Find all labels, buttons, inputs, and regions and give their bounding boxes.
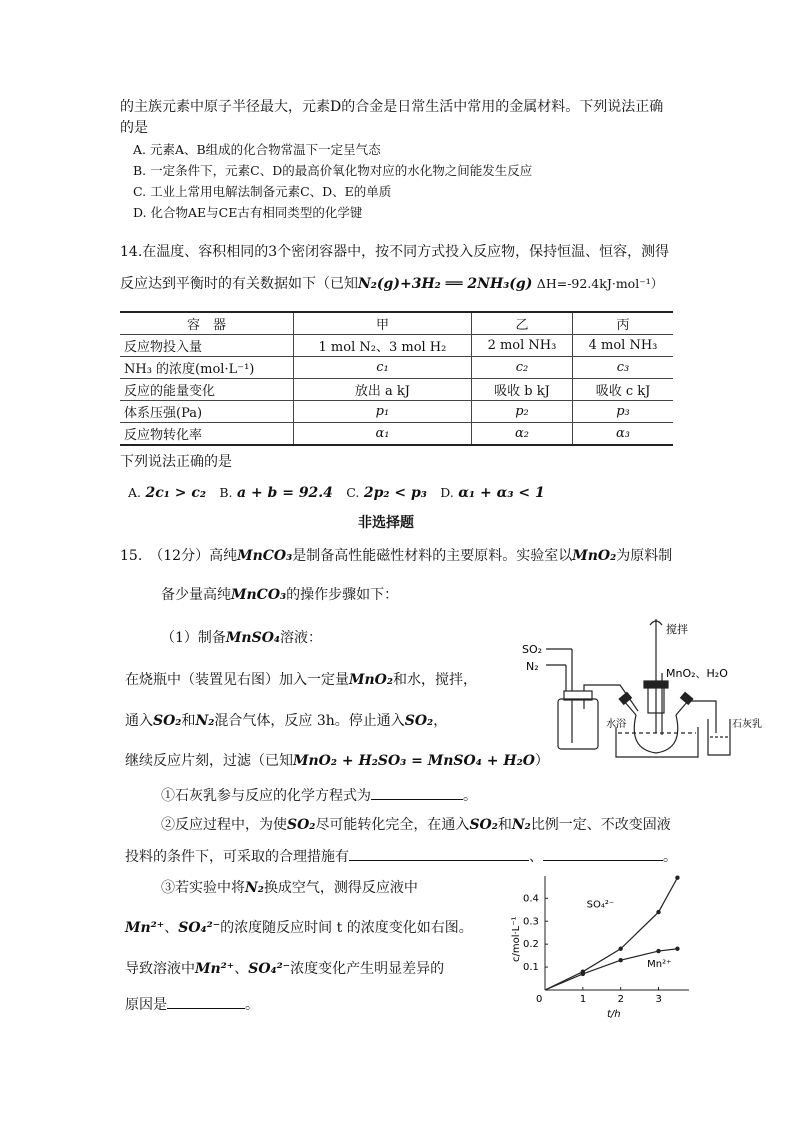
q13-line2: 的是 (120, 120, 148, 136)
series-label: SO₄²⁻ (586, 899, 615, 911)
data-point (581, 972, 585, 976)
table-row (120, 423, 673, 446)
q13-option-c: C. 工业上常用电解法制备元素C、D、E的单质 (133, 184, 392, 199)
table-cell: 4 mol NH₃ (573, 335, 673, 357)
table-cell: α₃ (573, 423, 673, 446)
apparatus-figure (520, 615, 770, 765)
table-cell: 反应物投入量 (120, 335, 294, 357)
table-cell: 吸收 c kJ (573, 379, 673, 401)
y-axis-label: c/mol·L⁻¹ (511, 916, 522, 962)
table-header-row (120, 312, 673, 335)
table-header: 丙 (573, 312, 673, 335)
q15-para3: 继续反应片刻，过滤（已知MnO₂ + H₂SO₃ = MnSO₄ + H₂O） (125, 753, 549, 769)
q14-option-a: 2c₁ > c₂ (145, 485, 207, 501)
answer-blank[interactable] (167, 994, 245, 1009)
label-so2: SO₂ (522, 643, 543, 656)
x-axis-label: t/h (607, 1009, 621, 1020)
section-title: 非选择题 (358, 515, 414, 531)
y-tick-label: 0.1 (523, 962, 539, 974)
q14-data-table (120, 311, 673, 446)
q14-equation: N₂(g)+3H₂ ══ 2NH₃(g) (358, 276, 533, 292)
table-cell: p₁ (294, 401, 472, 423)
data-point (675, 876, 679, 880)
q15-line1: 15. （12分）高纯MnCO₃是制备高性能磁性材料的主要原料。实验室以MnO₂为原料制 (120, 548, 673, 564)
q13-line1: 的主族元素中原子半径最大，元素D的合金是日常生活中常用的金属材料。下列说法正确 (120, 99, 664, 115)
data-point (618, 947, 622, 951)
q14-stem: 下列说法正确的是 (120, 454, 232, 470)
table-header: 甲 (294, 312, 472, 335)
q14-line2: 反应达到平衡时的有关数据如下（已知N₂(g)+3H₂ ══ 2NH₃(g) ΔH=-92.4kJ·mol⁻¹） (120, 276, 664, 292)
q14-option-d: α₁ + α₃ < 1 (458, 485, 545, 501)
q15-sub-1: ①石灰乳参与反应的化学方程式为 。 (161, 785, 477, 806)
answer-blank[interactable] (543, 846, 663, 861)
label-n2: N₂ (526, 660, 539, 673)
table-cell: c₃ (573, 357, 673, 379)
label-contents: MnO₂、H₂O (666, 667, 728, 680)
data-point (656, 910, 660, 914)
q14-option-c: 2p₂ < p₃ (363, 485, 427, 501)
series-line (545, 878, 677, 990)
q14-line1: 14.在温度、容积相同的3个密闭容器中，按不同方式投入反应物，保持恒温、恒容，测得 (120, 244, 670, 260)
table-cell: 反应物转化率 (120, 423, 294, 446)
q15-sub-3-line2: Mn²⁺、SO₄²⁻的浓度随反应时间 t 的浓度变化如右图。 (125, 920, 473, 936)
answer-blank[interactable] (349, 846, 529, 861)
table-cell: α₂ (471, 423, 572, 446)
table-cell: NH₃ 的浓度(mol·L⁻¹) (120, 357, 294, 379)
q15-sub-3-line3: 导致溶液中Mn²⁺、SO₄²⁻浓度变化产生明显差异的 (125, 961, 445, 977)
series-label: Mn²⁺ (647, 959, 672, 971)
label-bath: 水浴 (606, 719, 626, 730)
data-point (675, 947, 679, 951)
x-tick-label: 0 (536, 994, 543, 1005)
data-point (656, 949, 660, 953)
y-tick-label: 0.2 (523, 939, 539, 951)
q15-sub-2-line2: 投料的条件下，可采取的合理措施有 、 。 (125, 846, 677, 867)
table-cell: α₁ (294, 423, 472, 446)
q15-sub1: （1）制备MnSO₄溶液： (161, 630, 323, 646)
q15-sub-3: ③若实验中将N₂换成空气，测得反应液中 (161, 880, 418, 896)
x-tick-label: 3 (655, 994, 662, 1005)
q15-para1: 在烧瓶中（装置见右图）加入一定量MnO₂和水，搅拌， (125, 672, 478, 688)
table-cell: c₁ (294, 357, 472, 379)
x-tick-label: 1 (579, 994, 587, 1005)
y-tick-label: 0.3 (523, 916, 539, 928)
table-row (120, 357, 673, 379)
table-cell: 2 mol NH₃ (471, 335, 572, 357)
table-cell: p₂ (471, 401, 572, 423)
label-lime: 石灰乳 (732, 719, 762, 730)
q13-option-a: A. 元素A、B组成的化合物常温下一定呈气态 (133, 142, 381, 157)
q13-option-d: D. 化合物AE与CE古有相同类型的化学键 (133, 205, 363, 220)
table-header: 容 器 (120, 312, 294, 335)
table-cell: c₂ (471, 357, 572, 379)
q15-line2: 备少量高纯MnCO₃的操作步骤如下： (161, 587, 399, 603)
table-cell: 放出 a kJ (294, 379, 472, 401)
label-stir: 搅拌 (666, 623, 688, 636)
table-header: 乙 (471, 312, 572, 335)
table-cell: 反应的能量变化 (120, 379, 294, 401)
answer-blank[interactable] (371, 785, 463, 800)
q14-option-b: a + b = 92.4 (237, 485, 333, 501)
table-cell: 1 mol N₂、3 mol H₂ (294, 335, 472, 357)
q13-option-b: B. 一定条件下，元素C、D的最高价氧化物对应的水化物之间能发生反应 (133, 163, 533, 178)
table-cell: 吸收 b kJ (471, 379, 572, 401)
concentration-chart (505, 872, 705, 1022)
table-row (120, 401, 673, 423)
data-point (618, 958, 622, 962)
q15-para2: 通入SO₂和N₂混合气体，反应 3h。停止通入SO₂， (125, 713, 448, 729)
q15-sub-3-line4: 原因是 。 (125, 994, 259, 1015)
q15-sub-2: ②反应过程中，为使SO₂尽可能转化完全，在通入SO₂和N₂比例一定、不改变固液 (161, 817, 671, 833)
table-row (120, 379, 673, 401)
y-tick-label: 0.4 (523, 893, 539, 905)
table-cell: p₃ (573, 401, 673, 423)
table-cell: 体系压强(Pa) (120, 401, 294, 423)
table-row (120, 335, 673, 357)
x-tick-label: 2 (617, 994, 625, 1005)
q14-options: A. 2c₁ > c₂ B. a + b = 92.4 C. 2p₂ < p₃ D. α₁ + α₃ < 1 (128, 485, 545, 501)
